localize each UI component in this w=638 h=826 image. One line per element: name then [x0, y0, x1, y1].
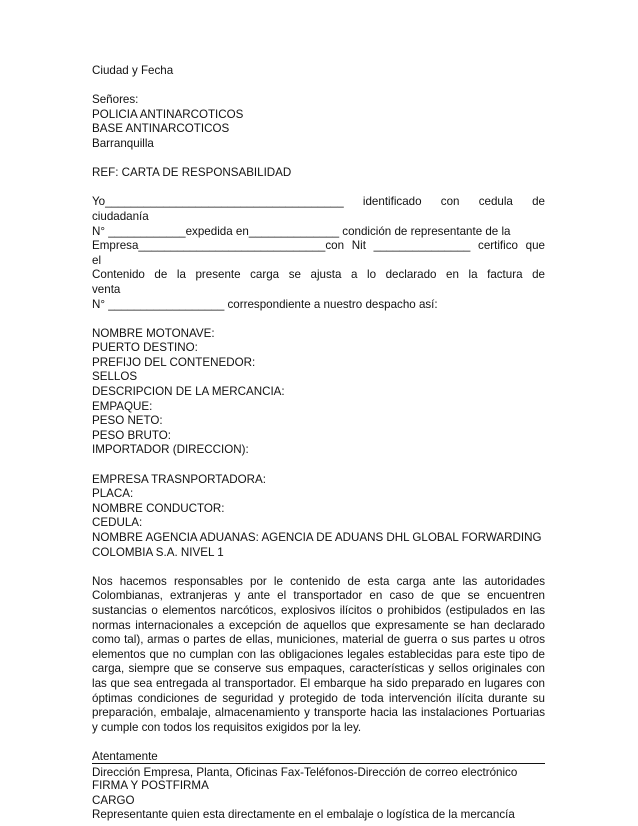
- field-net-weight: PESO NETO:: [92, 414, 163, 428]
- spacer: [92, 181, 545, 196]
- declaration-line-6: Contenido de la presente carga se ajusta a lo declarado en la factura de: [92, 268, 545, 282]
- signature-line-2: CARGO: [92, 793, 135, 807]
- spacer: [92, 152, 545, 167]
- recipient-block: [92, 93, 545, 151]
- field-transport-company: EMPRESA TRASNPORTADORA:: [92, 472, 266, 486]
- declaration-block: [92, 195, 545, 312]
- transport-fields: [92, 473, 545, 561]
- spacer: [92, 312, 545, 327]
- field-packaging: EMPAQUE:: [92, 399, 153, 413]
- field-container-prefix: PREFIJO DEL CONTENEDOR:: [92, 355, 256, 369]
- recipient-line-2: BASE ANTINARCOTICOS: [92, 122, 230, 136]
- city-date: Ciudad y Fecha: [92, 64, 174, 77]
- recipient-line-1: POLICIA ANTINARCOTICOS: [92, 107, 244, 121]
- footer-text: Dirección Empresa, Planta, Oficinas Fax-Teléfonos-Dirección de correo electrónico: [92, 766, 518, 779]
- shipment-fields: [92, 327, 545, 458]
- field-vessel-name: NOMBRE MOTONAVE:: [92, 326, 215, 340]
- responsibility-paragraph: Nos hacemos responsables por le contenido de esta carga ante las autoridades Colombianas, extranjeras y ante el transportador en caso de que se encuentren sustancias o elementos narcóticos, explosivos ilícitos o prohibidos (estipulados en las normas internacionales a excepción de aquellos que expresamente se han declarado como tal), armas o partes de ellas, municiones, material de guerra o sus partes u otros elementos que no cumplan con las obligaciones legales establecidas para este tipo de carga, siempre que se conserve sus empaques, características y sellos originales con las que sea entregada al transportador. El embarque ha sido preparado en lugares con óptimas condiciones de seguridad y protegido de toda intervención ilícita durante su preparación, embalaje, almacenamiento y transporte hacia las instalaciones Portuarias y cumple con todos los requisitos exigidos por la ley.: [92, 574, 545, 734]
- declaration-line-7: venta: [92, 282, 121, 296]
- field-destination-port: PUERTO DESTINO:: [92, 341, 198, 355]
- spacer: [92, 458, 545, 473]
- footer-divider: [92, 763, 545, 764]
- signature-line-3: Representante quien esta directamente en el embalaje o logística de la mercancía: [92, 808, 515, 822]
- field-seals: SELLOS: [92, 370, 138, 384]
- signature-block: [92, 779, 545, 823]
- declaration-line-1: Yo_____________________________________ identificado con cedula de: [92, 195, 545, 209]
- field-plate: PLACA:: [92, 487, 134, 501]
- recipient-line-3: Barranquilla: [92, 136, 154, 150]
- reference-line: REF: CARTA DE RESPONSABILIDAD: [92, 166, 292, 180]
- letter-body: [92, 64, 545, 823]
- field-id-number: CEDULA:: [92, 516, 143, 530]
- signature-line-1: FIRMA Y POSTFIRMA: [92, 779, 209, 793]
- field-importer-address: IMPORTADOR (DIRECCION):: [92, 443, 249, 457]
- spacer: [92, 79, 545, 94]
- declaration-line-4: Empresa_____________________________con Nit _______________ certifico que: [92, 239, 545, 253]
- field-customs-agency-2: COLOMBIA S.A. NIVEL 1: [92, 545, 224, 559]
- spacer: [92, 735, 545, 750]
- recipient-salutation: Señores:: [92, 93, 139, 107]
- spacer: [92, 560, 545, 575]
- declaration-line-3: N° ____________expedida en______________ condición de representante de la: [92, 224, 511, 238]
- field-gross-weight: PESO BRUTO:: [92, 428, 172, 442]
- field-customs-agency-1: NOMBRE AGENCIA ADUANAS: AGENCIA DE ADUANS DHL GLOBAL FORWARDING: [92, 531, 542, 544]
- closing: Atentamente: [92, 749, 158, 763]
- field-driver-name: NOMBRE CONDUCTOR:: [92, 501, 225, 515]
- declaration-line-8: N° __________________ correspondiente a nuestro despacho así:: [92, 297, 438, 311]
- field-goods-description: DESCRIPCION DE LA MERCANCIA:: [92, 385, 285, 399]
- declaration-line-2: ciudadanía: [92, 209, 149, 223]
- declaration-line-5: el: [92, 253, 102, 267]
